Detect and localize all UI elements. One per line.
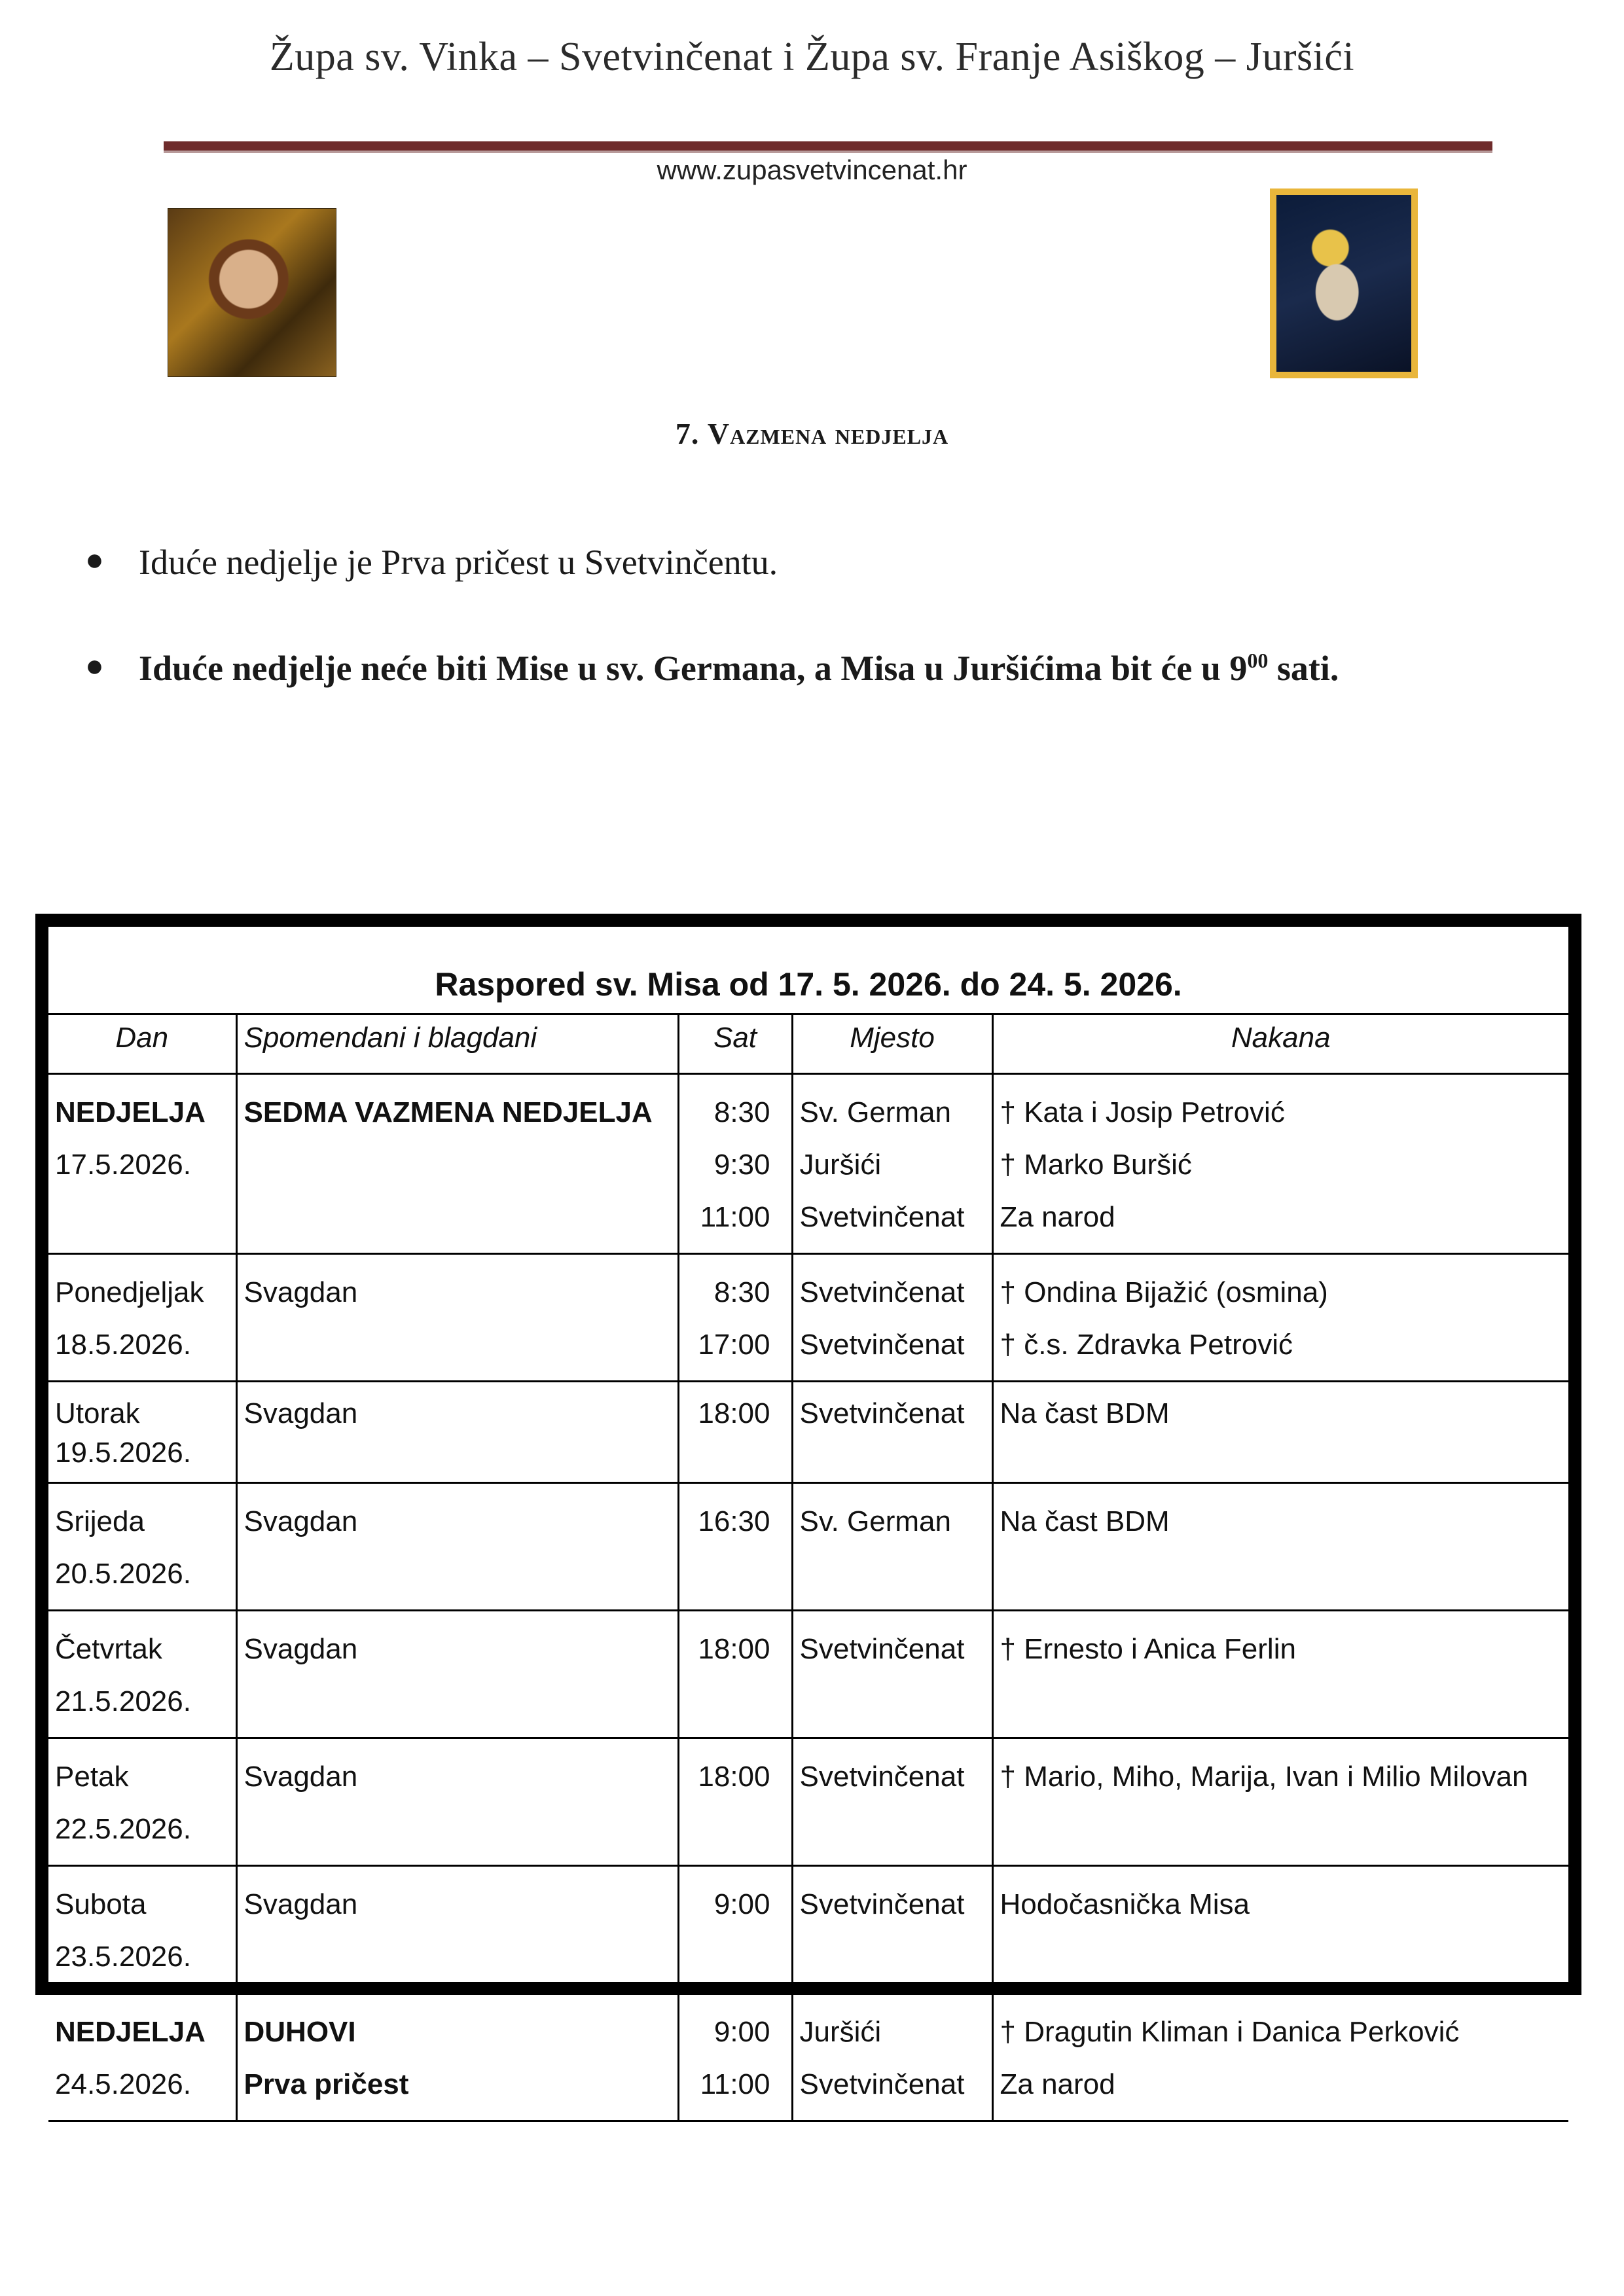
- saint-vincent-icon-image: [168, 208, 336, 377]
- feast-name: SEDMA VAZMENA NEDJELJA: [244, 1096, 653, 1128]
- mass-intention: Za narod: [1000, 2068, 1115, 2100]
- mass-intention: Za narod: [1000, 1201, 1115, 1233]
- day-name: Četvrtak: [55, 1633, 162, 1665]
- mass-place: Svetvinčenat: [799, 2068, 965, 2100]
- mass-intention: † Mario, Miho, Marija, Ivan i Milio Milovan: [1000, 1761, 1528, 1793]
- mass-place: Svetvinčenat: [799, 1761, 965, 1793]
- announcement-text: Iduće nedjelje neće biti Mise u sv. Germana, a Misa u Juršićima bit će u 9: [139, 649, 1248, 688]
- mass-place: Svetvinčenat: [799, 1201, 965, 1233]
- mass-time: 17:00: [698, 1329, 770, 1361]
- feast-name: Svagdan: [244, 1633, 358, 1665]
- parish-title: Župa sv. Vinka – Svetvinčenat i Župa sv. Franje Asiškog – Juršići: [269, 35, 1355, 79]
- day-date: 21.5.2026.: [55, 1685, 191, 1717]
- announcement-item: [85, 542, 1558, 583]
- col-header-time: Sat: [678, 1014, 792, 1074]
- schedule-header-row: [48, 1014, 1568, 1074]
- table-row: [48, 1074, 1568, 1254]
- day-name: Subota: [55, 1888, 147, 1920]
- mass-time: 9:30: [713, 1149, 770, 1181]
- day-name: Utorak: [55, 1397, 140, 1429]
- day-name: Ponedjeljak: [55, 1276, 204, 1308]
- mass-time: 18:00: [698, 1761, 770, 1793]
- day-date: 24.5.2026.: [55, 2068, 191, 2100]
- mass-intention: Na čast BDM: [1000, 1397, 1170, 1429]
- mass-time: 18:00: [698, 1633, 770, 1665]
- mass-time: 8:30: [713, 1276, 770, 1308]
- announcements-list: [85, 542, 1558, 689]
- mass-time: 16:30: [698, 1505, 770, 1537]
- mass-intention: Na čast BDM: [1000, 1505, 1170, 1537]
- table-row: [48, 1254, 1568, 1382]
- table-row: [48, 1866, 1568, 1994]
- announcement-superscript: 00: [1247, 649, 1269, 672]
- table-row: [48, 1382, 1568, 1483]
- mass-place: Sv. German: [799, 1096, 951, 1128]
- col-header-feast: Spomendani i blagdani: [236, 1014, 678, 1074]
- sunday-number: 7.: [675, 417, 700, 450]
- feast-name: Svagdan: [244, 1761, 358, 1793]
- day-name: Petak: [55, 1761, 129, 1793]
- day-name: NEDJELJA: [55, 1096, 206, 1128]
- bullet-icon: ●: [85, 649, 104, 683]
- crucifix-icon-image: [1270, 188, 1418, 378]
- mass-time: 9:00: [713, 1888, 770, 1920]
- day-name: NEDJELJA: [55, 2016, 206, 2048]
- schedule-title: Raspored sv. Misa od 17. 5. 2026. do 24. 5. 2026.: [48, 927, 1568, 1014]
- mass-schedule-table: [48, 927, 1568, 2122]
- day-date: 18.5.2026.: [55, 1329, 191, 1361]
- col-header-day: Dan: [48, 1014, 236, 1074]
- day-name: Srijeda: [55, 1505, 145, 1537]
- mass-time: 18:00: [698, 1397, 770, 1429]
- feast-name: DUHOVI: [244, 2016, 356, 2048]
- mass-place: Svetvinčenat: [799, 1888, 965, 1920]
- mass-intention: † Dragutin Kliman i Danica Perković: [1000, 2016, 1460, 2048]
- mass-place: Svetvinčenat: [799, 1633, 965, 1665]
- mass-intention: Hodočasnička Misa: [1000, 1888, 1250, 1920]
- feast-name: Svagdan: [244, 1276, 358, 1308]
- sunday-name: Vazmena nedjelja: [707, 417, 949, 450]
- mass-time: 9:00: [713, 2016, 770, 2048]
- mass-time: 11:00: [700, 1201, 770, 1233]
- mass-place: Svetvinčenat: [799, 1397, 965, 1429]
- feast-name: Svagdan: [244, 1888, 358, 1920]
- day-date: 17.5.2026.: [55, 1149, 191, 1181]
- day-date: 23.5.2026.: [55, 1941, 191, 1973]
- sunday-heading: [0, 416, 1624, 451]
- header-divider: [164, 141, 1492, 151]
- table-row: [48, 1483, 1568, 1611]
- announcement-text: Iduće nedjelje je Prva pričest u Svetvinčentu.: [139, 543, 778, 582]
- feast-name: Svagdan: [244, 1505, 358, 1537]
- mass-place: Juršići: [799, 1149, 882, 1181]
- mass-place: Svetvinčenat: [799, 1329, 965, 1361]
- mass-intention: † Kata i Josip Petrović: [1000, 1096, 1285, 1128]
- announcement-item: [85, 648, 1558, 689]
- mass-intention: † Ernesto i Anica Ferlin: [1000, 1633, 1296, 1665]
- col-header-intention: Nakana: [992, 1014, 1568, 1074]
- mass-intention: † č.s. Zdravka Petrović: [1000, 1329, 1293, 1361]
- col-header-place: Mjesto: [792, 1014, 992, 1074]
- website-url[interactable]: www.zupasvetvincenat.hr: [657, 154, 967, 185]
- mass-place: Juršići: [799, 2016, 882, 2048]
- feast-subtitle: Prva pričest: [244, 2068, 409, 2100]
- mass-schedule-box: [35, 914, 1581, 2100]
- day-date: 19.5.2026.: [55, 1437, 191, 1469]
- table-row: [48, 1738, 1568, 1866]
- day-date: 22.5.2026.: [55, 1813, 191, 1845]
- mass-time: 8:30: [713, 1096, 770, 1128]
- table-row: [48, 1611, 1568, 1738]
- mass-place: Sv. German: [799, 1505, 951, 1537]
- mass-place: Svetvinčenat: [799, 1276, 965, 1308]
- mass-time: 11:00: [700, 2068, 770, 2100]
- feast-name: Svagdan: [244, 1397, 358, 1429]
- bullet-icon: ●: [85, 543, 104, 577]
- mass-intention: † Marko Buršić: [1000, 1149, 1192, 1181]
- mass-intention: † Ondina Bijažić (osmina): [1000, 1276, 1328, 1308]
- table-row: [48, 1994, 1568, 2121]
- day-date: 20.5.2026.: [55, 1558, 191, 1590]
- announcement-text-end: sati.: [1268, 649, 1339, 688]
